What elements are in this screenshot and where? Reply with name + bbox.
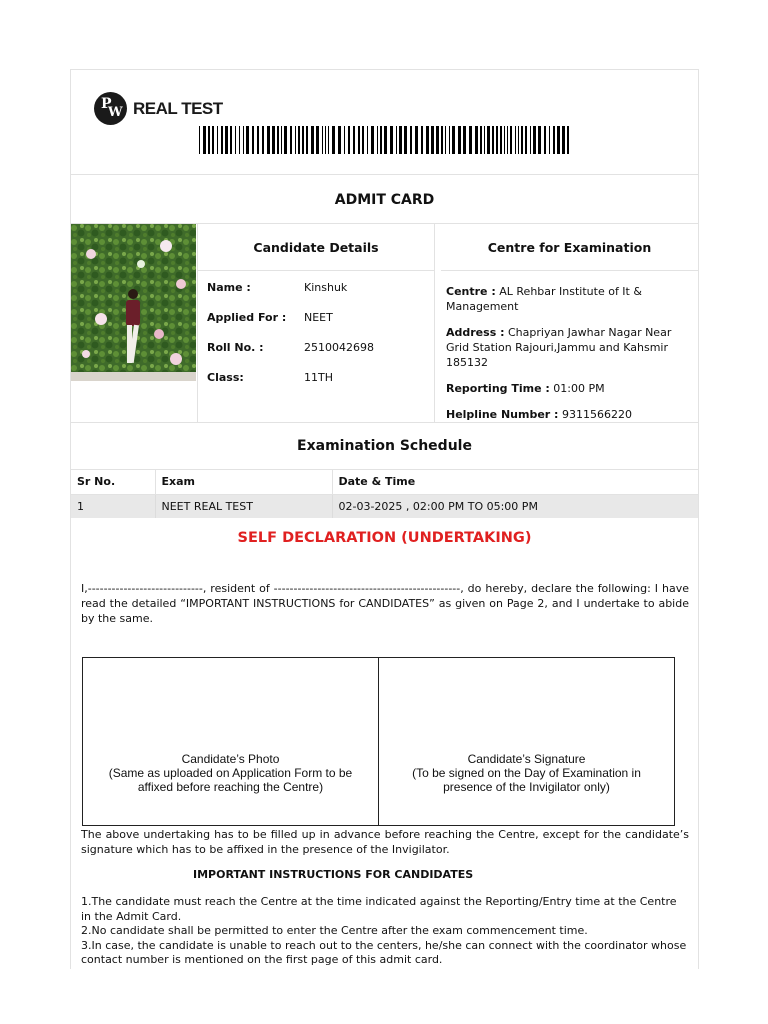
barcode-bar: [367, 126, 368, 154]
barcode-bar: [230, 126, 232, 154]
photo-box: [83, 658, 378, 825]
table-cell: NEET REAL TEST: [155, 494, 332, 518]
field-value: NEET: [304, 311, 333, 324]
address-label: Address :: [446, 326, 505, 339]
barcode-bar: [458, 126, 461, 154]
barcode-bar: [302, 126, 304, 154]
barcode-bar: [257, 126, 259, 154]
helpline-label: Helpline Number :: [446, 408, 559, 421]
centre-details: [435, 224, 698, 423]
table-header-row: [71, 470, 698, 494]
barcode-bar: [267, 126, 270, 154]
schedule-heading: Examination Schedule: [71, 423, 698, 470]
barcode-bar: [436, 126, 439, 154]
barcode-bar: [484, 126, 485, 154]
barcode-bar: [390, 126, 393, 154]
undertaking-note: The above undertaking has to be filled up in advance before reaching the Centre, except for the candidate’s signature which has to be affixed in the presence of the Invigilator.: [81, 828, 689, 856]
barcode-bar: [290, 126, 292, 154]
barcode-bar: [475, 126, 478, 154]
candidate-details: [197, 224, 435, 423]
field-label: Applied For :: [207, 311, 287, 324]
photo-box-title: Candidate’s Photo: [181, 752, 280, 766]
table-row: [71, 494, 698, 518]
reporting-label: Reporting Time :: [446, 382, 550, 395]
helpline-number: [446, 407, 694, 422]
barcode-bar: [277, 126, 279, 154]
barcode-bar: [469, 126, 472, 154]
barcode-bar: [332, 126, 335, 154]
centre-value: AL Rehbar Institute of It & Management: [446, 285, 642, 313]
photo-box-note: affixed before reaching the Centre): [137, 780, 324, 794]
barcode-bar: [344, 126, 345, 154]
instructions-list: [81, 895, 689, 968]
reporting-time: [446, 381, 694, 396]
barcode-bar: [396, 126, 397, 154]
barcode-bar: [449, 126, 450, 154]
field-value: 2510042698: [304, 341, 374, 354]
barcode-bar: [306, 126, 308, 154]
table-cell: 1: [71, 494, 155, 518]
barcode-bar: [243, 126, 244, 154]
barcode-bar: [203, 126, 206, 154]
barcode-bar: [252, 126, 254, 154]
brand-logo: [94, 92, 223, 125]
candidate-photo: [71, 224, 196, 381]
column-header: Date & Time: [332, 470, 698, 494]
barcode-bar: [272, 126, 275, 154]
barcode-bar: [358, 126, 360, 154]
barcode-bar: [567, 126, 569, 154]
barcode-bar: [496, 126, 498, 154]
signature-box-note: (To be signed on the Day of Examination in: [412, 766, 641, 780]
barcode-bar: [246, 126, 249, 154]
pw-logo-icon: [94, 92, 127, 125]
barcode-bar: [353, 126, 355, 154]
barcode-bar: [544, 126, 546, 154]
declaration-text: I,-----------------------------, resident of -----------------------------------------------, do hereby, declare the following: I have read the detailed “IMPORTANT INSTRUCTIONS for CANDIDATES” as given on Page 2, and I undertake to abide by the same.: [81, 582, 689, 625]
admit-card: [70, 69, 699, 969]
barcode-bar: [338, 126, 341, 154]
barcode-bar: [404, 126, 407, 154]
brand-name: REAL TEST: [133, 98, 223, 118]
schedule-table: [71, 470, 698, 518]
barcode-bar: [463, 126, 466, 154]
barcode-bar: [507, 126, 508, 154]
barcode-bar: [562, 126, 565, 154]
details-section: [71, 224, 698, 423]
centre-name: [446, 284, 694, 314]
signature-box-note: presence of the Invigilator only): [443, 780, 610, 794]
helpline-value: 9311566220: [561, 408, 632, 421]
barcode-bar: [487, 126, 490, 154]
barcode-bar: [431, 126, 434, 154]
signature-box: [378, 658, 674, 825]
list-item: 1.The candidate must reach the Centre at the time indicated against the Reporting/Entry time at the Centre in the Admit Card.: [81, 895, 677, 923]
barcode-bar: [452, 126, 455, 154]
barcode-bar: [322, 126, 323, 154]
barcode-bar: [328, 126, 329, 154]
address-value: Chapriyan Jawhar Nagar Near Grid Station Rajouri,Jammu and Kahsmir 185132: [446, 326, 672, 369]
barcode-bar: [557, 126, 560, 154]
barcode-bar: [399, 126, 402, 154]
barcode-bar: [208, 126, 210, 154]
barcode-bar: [415, 126, 418, 154]
field-value: Kinshuk: [304, 281, 348, 294]
logo-letter-p: P: [101, 96, 112, 112]
barcode-bar: [362, 126, 364, 154]
barcode-bar: [533, 126, 536, 154]
barcode-bar: [316, 126, 319, 154]
barcode-bar: [421, 126, 423, 154]
barcode-bar: [377, 126, 378, 154]
field-label: Roll No. :: [207, 341, 264, 354]
barcode-bar: [518, 126, 519, 154]
field-label: Name :: [207, 281, 251, 294]
column-header: Sr No.: [71, 470, 155, 494]
barcode-bar: [235, 126, 236, 154]
barcode-bar: [281, 126, 282, 154]
barcode-bar: [311, 126, 314, 154]
barcode-bar: [380, 126, 382, 154]
barcode-bar: [492, 126, 494, 154]
barcode-bar: [441, 126, 443, 154]
table-cell: 02-03-2025 , 02:00 PM TO 05:00 PM: [332, 494, 698, 518]
barcode-bar: [199, 126, 200, 154]
signature-box-title: Candidate’s Signature: [467, 752, 586, 766]
barcode: [199, 126, 571, 154]
centre-heading: Centre for Examination: [441, 224, 698, 271]
barcode-bar: [325, 126, 326, 154]
field-label: Class:: [207, 371, 244, 384]
list-item: 2.No candidate shall be permitted to enter the Centre after the exam commencement time.: [81, 924, 588, 937]
barcode-bar: [384, 126, 387, 154]
barcode-bar: [239, 126, 240, 154]
reporting-value: 01:00 PM: [553, 382, 605, 395]
barcode-bar: [284, 126, 287, 154]
centre-address: [446, 325, 694, 370]
header: [71, 70, 698, 175]
photo-signature-boxes: [82, 657, 675, 826]
barcode-bar: [525, 126, 527, 154]
barcode-bar: [371, 126, 374, 154]
photo-box-note: (Same as uploaded on Application Form to be: [108, 766, 353, 780]
barcode-bar: [538, 126, 541, 154]
column-header: Exam: [155, 470, 332, 494]
barcode-bar: [212, 126, 214, 154]
barcode-bar: [521, 126, 523, 154]
barcode-bar: [445, 126, 446, 154]
declaration-heading: SELF DECLARATION (UNDERTAKING): [237, 530, 532, 546]
candidate-details-heading: Candidate Details: [198, 224, 434, 271]
barcode-bar: [225, 126, 228, 154]
barcode-bar: [549, 126, 550, 154]
instructions-heading: IMPORTANT INSTRUCTIONS FOR CANDIDATES: [193, 868, 474, 881]
barcode-bar: [262, 126, 264, 154]
centre-label: Centre :: [446, 285, 496, 298]
barcode-bar: [553, 126, 555, 154]
centre-info: [446, 284, 694, 433]
barcode-bar: [530, 126, 531, 154]
field-value: 11TH: [304, 371, 333, 384]
barcode-bar: [504, 126, 505, 154]
barcode-bar: [221, 126, 223, 154]
barcode-bar: [426, 126, 429, 154]
barcode-bar: [510, 126, 512, 154]
barcode-bar: [480, 126, 482, 154]
barcode-bar: [348, 126, 350, 154]
logo-letter-w: W: [108, 105, 123, 120]
barcode-bar: [295, 126, 296, 154]
barcode-bar: [298, 126, 300, 154]
barcode-bar: [217, 126, 218, 154]
page-title: ADMIT CARD: [71, 176, 698, 224]
barcode-bar: [500, 126, 502, 154]
barcode-bar: [410, 126, 412, 154]
barcode-bar: [515, 126, 516, 154]
list-item: 3.In case, the candidate is unable to reach out to the centers, he/she can connect with the coordinator whose contact number is mentioned on the first page of this admit card.: [81, 938, 687, 966]
